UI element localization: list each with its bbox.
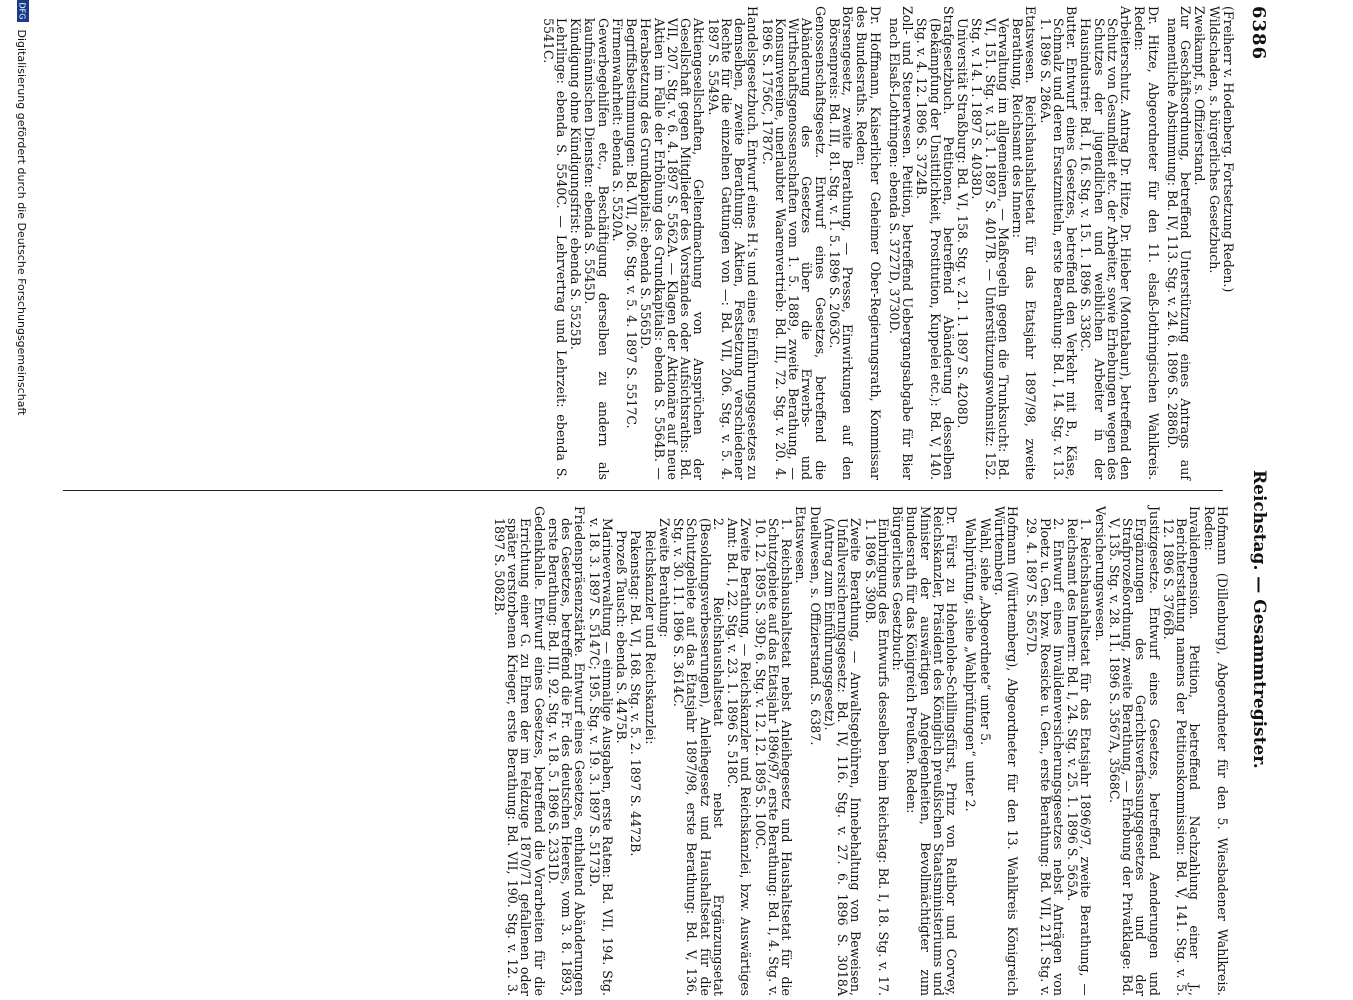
left-column-entry: Universität Straßburg: Bd. VI, 158. Stg. v. 21. 1. 1897 S. 4208D. [955,18,971,429]
dfg-logo-text: DFG [17,2,27,20]
right-column-entry: Hofmann (Württemberg), Abgeordneter für den 13. Wahlkreis Königreich Württemberg. [992,506,1021,996]
left-column-entry: Wildschaden, s. bürgerliches Gesetzbuch. [1206,6,1222,274]
right-column-entry: Versicherungswesen. [1092,506,1108,642]
left-column-entry: Zweikampf, s. Offizierstand. [1192,6,1208,186]
left-column-entry: Strafgesetzbuch. Petitionen, betreffend Abänderung desselben (Bekämpfung der Unsittlichkeit, Prostitution, Kuppelei etc.): Bd. V, 140. Stg. v. 4. 12. 1896 S. 3724B. [914,6,956,480]
right-column-entry: Gedenkhalle. Entwurf eines Gesetzes, betreffend die Vorarbeiten für die Errichtung einer G. zu Ehren der im Feldzuge 1870/71 gefallenen oder später verstorbenen Krieger, erste Berathung: Bd. VII, 190. Stg. v. 12. 3. 1897 S. 5082B. [492,506,547,996]
left-column-entry: Zur Geschäftsordnung, betreffend Unterstützung eines Antrags auf namentliche Abstimmung: Bd. IV, 113. Stg. v. 24. 6. 1896 S. 2886D. [1165,6,1194,480]
left-column-entry: Gewerbegehilfen etc., Beschäftigung derselben zu andern als kaufmännischen Diensten: ebenda S. 5545D. [582,18,611,480]
left-column-entry: Dr. Hoffmann, Kaiserlicher Geheimer Ober-Regierungsrath, Kommissar des Bundesraths. Reden: [854,6,883,480]
left-column-entry: Butter. Entwurf eines Gesetzes, betreffend den Verkehr mit B., Käse, Schmalz und deren Ersatzmitteln, erste Berathung: Bd. I, 14. Stg. v. 13. 1. 1896 S. 286A. [1037,6,1080,480]
right-column-entry: Friedenspräsenzstärke. Entwurf eines Gesetzes, enthaltend Abänderungen des Gesetzes, betreffend die Fr. des deutschen Heeres, vom 3. 8. 1893, erste Berathung: Bd. III, 92. Stg. v. 18. 5. 1896 S. 2331D. [546,506,588,996]
right-column-entry: 2. Entwurf eines Invalidenversicherungsgesetzes nebst Anträgen von Ploetz u. Gen. bzw. Roesicke u. Gen., erste Berathung: Bd. VII, 211. Stg. v. 29. 4. 1897 S. 5657D. [1024,518,1066,996]
left-column-entry: Zoll- und Steuerwesen. Petition, betreffend Uebergangsabgabe für Bier nach Elsaß-Lothringen: ebenda S. 3727D, 3730D. [887,6,916,480]
right-column-entry: Einbringung des Entwurfs desselben beim Reichstag: Bd. I, 18. Stg. v. 17. 1. 1896 S. 390B. [862,518,891,996]
left-column-entry: Etatswesen. Reichshaushaltsetat für das Etatsjahr 1897/98, zweite Berathung, Reichsamt des Innern: [1010,6,1039,480]
right-column-entry: Bürgerliches Gesetzbuch: [890,506,906,671]
left-column-entry: Börsengesetz, zweite Berathung, — Presse, Einwirkungen auf den Börsenpreis: Bd. III, 81. Stg. v. 1. 5. 1896 S. 2063C. [827,6,856,480]
left-column-entry: Kündigung ohne Kündigungsfrist: ebenda S. 5525B. [568,18,584,350]
right-column-entry: Wahlprüfung, siehe „Wahlprüfungen“ unter 2. [963,518,979,812]
left-column-entry: Dr. Hitze, Abgeordneter für den 11. elsaß-lothringischen Wahlkreis. Reden: [1132,6,1161,480]
right-column-entry: 2. Reichshaushaltsetat nebst Ergänzungsetat (Besoldungsverbesserungen), Anleihegesetz und Haushaltsetat für die Schutzgebiete auf das Etatsjahr 1897/98, erste Berathung: Bd. V, 136. Stg. v. 30. 11. 1896 S. 3614C. [671,518,726,996]
column-divider [63,490,1223,491]
right-column-entry: Reichskanzler und Reichskanzlei: [642,530,658,745]
right-column-entry: Etatswesen. [793,506,809,584]
left-column-entry: Handelsgesetzbuch. Entwurf eines H.'s und eines Einführungsgesetzes zu demselben, zweite Berathung: Aktien, Festsetzung verschiedener Rechte für die einzelnen Gattungen von —: Bd. VII, 206. Stg. v. 5. 4. 1897 S. 5549A. [705,6,761,481]
right-column-entry: Dr. Fürst zu Hohenlohe-Schillingsfürst, Prinz von Ratibor und Corvey, Reichskanzler, Präsident des Königlich preußischen Staatsministeriums und Minister der auswärtigen Angelegenheiten, Bevollmächtigter zum Bundesrath für das Königreich Preußen. Reden: [904,506,960,996]
page-header [1237,0,1273,1000]
right-column-entry: 1. Reichshaushaltsetat nebst Anleihegesetz und Haushaltsetat für die Schutzgebiete auf das Etatsjahr 1896/97, erste Berathung: Bd. I, 4. Stg. v. 10. 12. 1895 S. 39D; 6. Stg. v. 12. 12. 1895 S. 100C. [752,518,795,996]
right-column-entry: Hofmann (Dillenburg), Abgeordneter für den 5. Wiesbadener Wahlkreis. Reden: [1201,506,1230,996]
footer-credit: Digitalisierung gefördert durch die Deutsche Forschungsgemeinschaft [15,29,28,416]
right-column-entry: Zweite Berathung, — Anwaltsgebühren, Innebehaltung von Beweisen, Unfallversicherungsgesetz: Bd. IV, 116. Stg. v. 27. 6. 1896 S. 3018A (Antrag zum Einführungsgesetz). [822,518,864,996]
left-column-entry: Begriffsbestimmungen: Bd. VII, 206. Stg. v. 5. 4. 1897 S. 5517C. [624,18,640,429]
left-column-entry: Lehrlinge: ebenda S. 5540C. — Lehrvertrag und Lehrzeit: ebenda S. 5541C. [540,18,569,480]
left-column-entry: Firmenwahrheit: ebenda S. 5520A. [610,18,625,242]
right-column-entry: Invalidenpension. Petition, betreffend Nachzahlung einer J., Berichterstattung namens der Petitionskommission: Bd. V, 141. Stg. v. 5. 12. 1896 S. 3766B. [1161,506,1203,996]
right-column-entry: Justizgesetze. Entwurf eines Gesetzes, betreffend Aenderungen und Ergänzungen des Gerichtsverfassungsgesetzes und der Strafprozeßordnung, zweite Berathung, — Erhebung der Privatklage: Bd. V, 135. Stg. v. 28. 11. 1896 S. 3567A, 3568C. [1107,506,1162,996]
left-column-entry: Aktiengesellschaften, Geltendmachung von Ansprüchen der Gesellschaft gegen Mitglieder des Vorstandes oder Aufsichtsraths: Bd. VII, 207. Stg. v. 6. 4. 1897 S. 5562A. — Klagen der Aktionäre auf neue Aktien im Falle der Erhöhung des Grundkapitals: ebenda S. 5564B. — Herabsetzung des Grundkapitals: ebenda S. 5565D. [638,18,707,480]
left-text-column [541,6,1236,480]
right-text-column [492,506,1235,996]
left-column-entry: Arbeiterschutz. Antrag Dr. Hitze, Dr. Hieber (Montabaur), betreffend den Schutz von Gesundheit etc. der Arbeiter, sowie Erhebungen wegen des Schutzes der jugendlichen und weiblichen Arbeiter in der Hausindustrie: Bd. I, 16. Stg. v. 15. 1. 1896 S. 338C. [1078,6,1134,480]
rotated-document-page [11,0,1273,1000]
right-column-entry: 1. Reichshaushaltsetat für das Etatsjahr 1896/97, zweite Berathung, — Reichsamt des Innern: Bd. I, 24. Stg. v. 25. 1. 1896 S. 565A. [1065,518,1094,996]
left-column-entry: (Freiherr v. Hodenberg. Fortsetzung Reden.) [1221,6,1236,293]
right-column-entry: Wahl, siehe „Abgeordnete“ unter 5. [977,518,993,746]
left-column-entry: Genossenschaftsgesetz. Entwurf eines Gesetzes, betreffend die Abänderung des Gesetzes über die Erwerbs- und Wirthschaftsgenossenschaften vom 1. 5. 1889, zweite Berathung, — Konsumvereine, unerlaubter Waarenvertrieb: Bd. III, 72. Stg. v. 20. 4. 1896 S. 1756C, 1787C. [759,6,828,480]
right-column-entry: Marineverwaltung — einmalige Ausgaben, erste Raten: Bd. VII, 194. Stg. v. 18. 3. 1897 S. 5147C; 195. Stg. v. 19. 3. 1897 S. 5173D. [586,518,615,996]
dfg-logo-icon [13,0,29,22]
right-column-entry: Pakenstag: Bd. VI, 168. Stg. v. 5. 2. 1897 S. 4472B. [628,530,644,857]
left-column-entry: Verwaltung im allgemeinen, — Maßregeln gegen die Trunksucht: Bd. VI, 151. Stg. v. 13. 1. 1897 S. 4017B. — Unterstützungswohnsitz: 152. Stg. v. 14. 1. 1897 S. 4038D. [969,18,1011,480]
running-title: Reichstag. — Gesammtregister. [1249,470,1269,769]
page-number: 6386 [1248,6,1269,61]
right-column-entry: Zweite Berathung, — Reichskanzler und Reichskanzlei, bzw. Auswärtiges Amt: Bd. I, 22. Stg. v. 23. 1. 1896 S. 518C. [725,518,754,996]
page-footer [13,0,29,1000]
right-column-entry: Duellwesen, s. Offizierstand. S. 6387. [807,506,823,746]
right-column-entry: Prozeß Tausch: ebenda S. 4475B. [614,530,630,744]
right-column-entry: Zweite Berathung: [657,518,672,638]
